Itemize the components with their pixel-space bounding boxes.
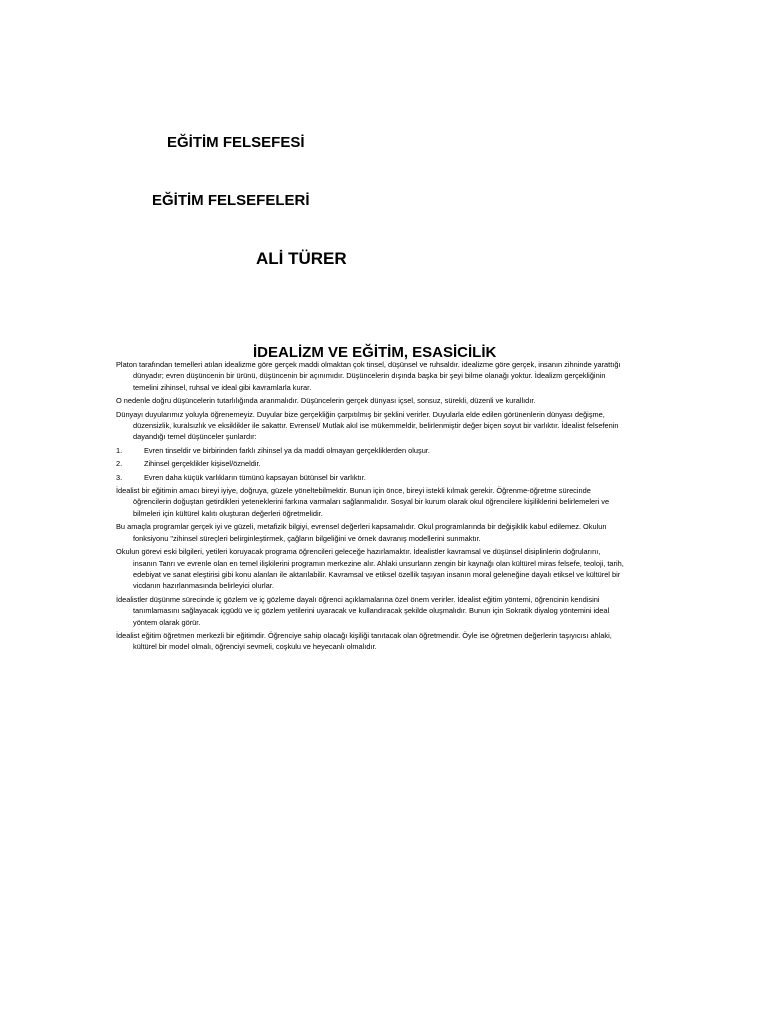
list-item [116,458,624,469]
body-paragraph: İdealist bir eğitimin amacı bireyi iyiye, doğruya, güzele yöneltebilmektir. Bunun için önce, bireyi istekli kılmak gerekir. Öğrenme-öğretme sürecinde öğrencilerin doğuştan getirdikleri yeteneklerini farkına varmaları sağlanmalıdır. Sosyal bir kurum olarak okul öğrencilere kişiliklerini belirlemeleri ve bilmeleri için kültürel kalıtı oluşturan değerleri öğretmelidir. [116,486,610,518]
body-paragraph: Okulun görevi eski bilgileri, yetileri koruyacak programa öğrencileri geleceğe hazırlamaktır. İdealistler kavramsal ve düşünsel disiplinlerin doğrularını, insanın Tanrı ve evrenle olan en temel ilişkilerini programın merkezine alır. Ahlaki unsurların zengin bir kaynağı olan kültürel miras felsefe, teoloji, tarih, edebiyat ve sanat eleştirisi gibi konu alanları ile aktarılabilir. Kavramsal ve etiksel özellik taşıyan insanın moral geleneğine dayalı etiksel ve kültürel bir vicdanın hazırlanmasında belirleyici olurlar. [116,547,624,591]
body-paragraph: Platon tarafından temelleri atılan idealizme göre gerçek maddi olmaktan çok tinsel, düşünsel ve ruhsaldır. idealizme göre gerçek, insanın zihninde yarattığı dünyadır; evren düşüncenin bir ürünü, düşüncenin bir açınımıdır. Düşüncelerin dışında başka bir şeyi bilme olanağı yoktur. İdealizm gerçekliğinin temelini zihinsel, ruhsal ve ideal gibi kavramlarla kurar. [116,360,621,392]
list-item-number: 1. [116,445,123,455]
list-item-number: 3. [116,472,123,482]
body-paragraph: Bu amaçla programlar gerçek iyi ve güzeli, metafizik bilgiyi, evrensel değerleri kapsamalıdır. Okul programlarında bir değişiklik kabul edilemez. Okulun fonksiyonu "zihinsel süreçleri belirginleştirmek, çağların bilgeliğini ve örnek davranış modellerini sunmaktır. [116,522,607,543]
section-body [116,359,624,655]
list-item-number: 2. [116,459,123,469]
list-item [116,445,624,456]
list-item-text: Evren daha küçük varlıkların tümünü kapsayan bütünsel bir varlıktır. [144,472,366,482]
author-name: ALİ TÜRER [256,249,347,268]
body-paragraph: İdealist eğitim öğretmen merkezli bir eğitimdir. Öğrenciye sahip olacağı kişiliği tanıtacak olan öğretmendir. Öyle ise öğretmen değerlerin taşıyıcısı ahlaki, kültürel bir model olmalı, öğrenciyi sevmeli, coşkulu ve heyecanlı olmalıdır. [116,630,612,652]
section-title: İDEALİZM VE EĞİTİM, ESASİCİLİK [253,344,497,361]
body-paragraph: Dünyayı duyularımız yoluyla öğrenemeyiz. Duyular bize gerçekliğin çarpıtılmış bir şeklini verirler. Duyularla elde edilen görünenlerin dünyası değişme, düzensizlik, kuralsızlık ve eksiklikler ile sakattır. Evrensel/ Mutlak akıl ise mükemmeldir, belirlenmiştir değer biçen soyut bir varlıktır. İdealist felsefenin dayandığı temel düşünceler şunlardır: [116,409,619,442]
document-title: EĞİTİM FELSEFESİ [167,134,305,151]
list-item [116,472,624,483]
document-subtitle: EĞİTİM FELSEFELERİ [152,192,310,209]
body-paragraph: O nedenle doğru düşüncelerin tutarlılığında aranmalıdır. Düşüncelerin gerçek dünyası içsel, sonsuz, sürekli, düzenli ve kurallıdır. [116,396,536,406]
list-item-text: Zihinsel gerçeklikler kişisel/özneldir. [144,459,261,469]
body-paragraph: İdealistler düşünme sürecinde iç gözlem ve iç gözleme dayalı öğrenci açıklamalarına özel önem verirler. İdealist eğitim yöntemi, öğrencinin kendisini tanımlamasını sağlayacak içgüdü ve iç gözlem yetilerini uyaracak ve kullandıracak şekilde oluşmalıdır. Bunun için Sokratik diyalog yöntemini ideal yöntem olarak görür. [116,594,610,627]
list-item-text: Evren tinseldir ve birbirinden farklı zihinsel ya da maddi olmayan gerçekliklerden oluşur. [144,445,430,455]
